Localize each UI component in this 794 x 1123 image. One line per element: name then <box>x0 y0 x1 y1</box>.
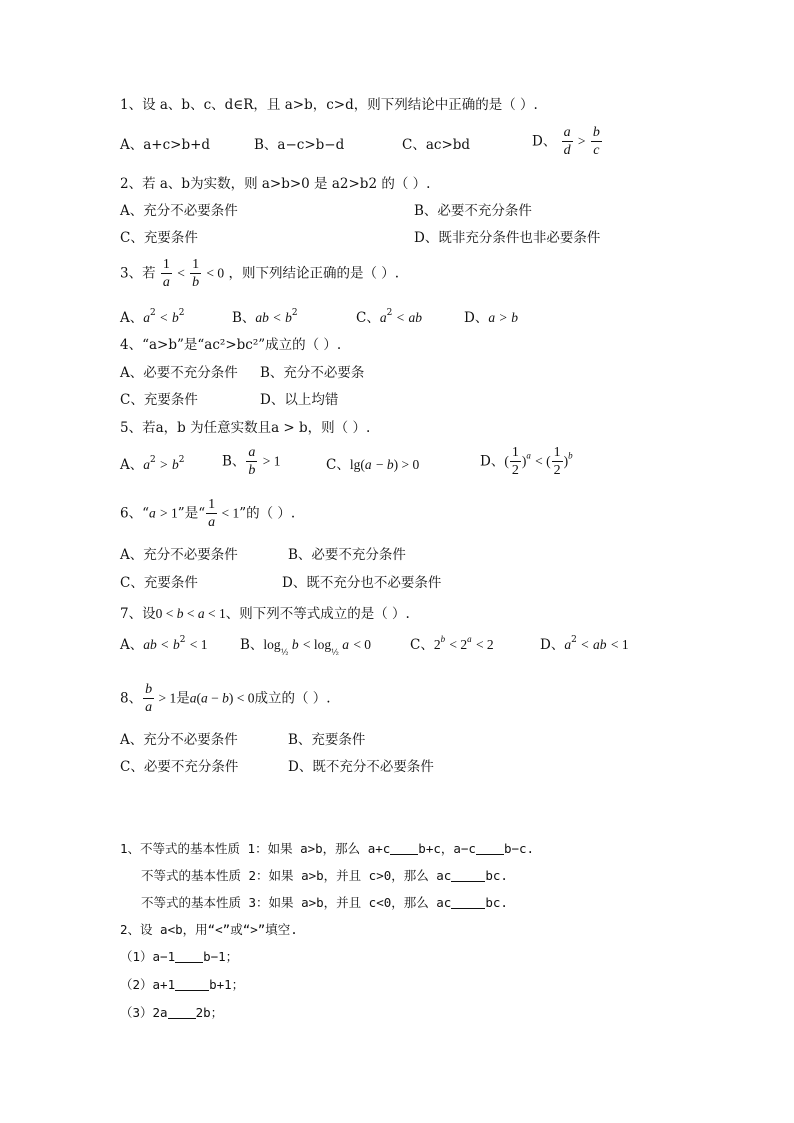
q2-stem: 2、若 a、b为实数，则 a>b>0 是 a2>b2 的（ ）. <box>120 176 431 192</box>
q3-prefix: 3、若 <box>120 265 156 282</box>
fraction-one-half: $\frac{1}{2}$ <box>511 445 519 478</box>
fraction-a-over-d: $\frac{a}{d}$ <box>563 125 571 158</box>
q7-option-c: C、$2^b < 2^a < 2$ <box>410 634 494 653</box>
q8-option-a: A、充分不必要条件 <box>120 732 238 748</box>
q1-option-d-label: D、 <box>532 133 557 150</box>
q7-option-d: D、$a^2$ < ab < 1 <box>540 635 629 653</box>
q1-option-b: B、a−c>b−d <box>254 137 345 153</box>
fill-blank[interactable] <box>168 1006 196 1019</box>
fraction-a-over-b: $\frac{a}{b}$ <box>248 445 256 478</box>
q3-suffix: ，则下列结论正确的是（ ）. <box>228 265 400 282</box>
q6-option-c: C、充要条件 <box>120 575 198 591</box>
property-1-line: 1、不等式的基本性质 1：如果 a>b，那么 a+c b+c，a−c b−c. <box>120 841 535 856</box>
fraction-1-over-a-2: $\frac{1}{a}$ <box>208 497 216 530</box>
q3-stem: 3、若 $\frac{1}{a}$ < $\frac{1}{b}$ < 0 ，则下列结论正确的是（ ）. <box>120 257 400 290</box>
exercise-2-item-1: （1）a−1 b−1； <box>120 949 239 964</box>
fraction-b-over-c: $\frac{b}{c}$ <box>592 125 600 158</box>
q5-option-c: C、lg(a − b) > 0 <box>326 457 420 473</box>
fill-blank[interactable] <box>390 842 418 855</box>
q1-option-c: C、ac>bd <box>402 137 471 153</box>
q4-option-d: D、以上均错 <box>260 392 339 408</box>
q1-option-d: D、 $\frac{a}{d}$ > $\frac{b}{c}$ <box>532 125 600 158</box>
q7-option-b: B、$\log_{\frac{1}{2}} b < \log_{\frac{1}{2}} a < 0$ <box>240 637 372 657</box>
fraction-1-over-b: $\frac{1}{b}$ <box>192 257 200 290</box>
q1-option-a: A、a+c>b+d <box>120 137 211 153</box>
q5-stem: 5、若a，b 为任意实数且a > b，则（ ）. <box>120 420 371 436</box>
q8-option-b: B、充要条件 <box>288 732 366 748</box>
fill-blank[interactable] <box>451 869 485 882</box>
fill-blank[interactable] <box>175 950 203 963</box>
fill-blank[interactable] <box>451 896 485 909</box>
q6-option-b: B、必要不充分条件 <box>288 547 406 563</box>
q3-option-c: C、$a^2$ < ab <box>356 308 423 326</box>
property-2-line: 不等式的基本性质 2：如果 a>b，并且 c>0，那么 ac bc. <box>141 868 508 883</box>
q2-option-a: A、充分不必要条件 <box>120 203 238 219</box>
q4-option-b: B、充分不必要条 <box>260 365 365 381</box>
property-3-line: 不等式的基本性质 3：如果 a>b，并且 c<0，那么 ac bc. <box>141 895 508 910</box>
exercise-2-item-2: （2）a+1 b+1； <box>120 977 245 992</box>
q3-option-b: B、ab < $b^2$ <box>232 308 298 326</box>
q6-option-d: D、既不充分也不必要条件 <box>282 575 442 591</box>
q8-option-d: D、既不充分不必要条件 <box>288 759 434 775</box>
fraction-1-over-a: $\frac{1}{a}$ <box>162 257 170 290</box>
q5-option-b: B、 $\frac{a}{b}$ > 1 <box>222 445 281 478</box>
fill-blank[interactable] <box>476 842 504 855</box>
q2-option-d: D、既非充分条件也非必要条件 <box>414 230 601 246</box>
q2-option-c: C、充要条件 <box>120 230 198 246</box>
q7-option-a: A、ab < $b^2 < 1$ <box>120 635 208 653</box>
q5-option-d: D、( $\frac{1}{2}$ )$^a$ < ( $\frac{1}{2}$ )$^b$ <box>480 445 573 478</box>
fraction-b-over-a: $\frac{b}{a}$ <box>145 682 153 715</box>
q8-option-c: C、必要不充分条件 <box>120 759 239 775</box>
exercise-2-stem: 2、设 a<b，用“<”或“>”填空. <box>120 922 298 937</box>
q3-option-a: A、$a^2 < b^2$ <box>120 308 185 326</box>
q6-stem: 6、“a > 1”是“ $\frac{1}{a}$ < 1”的（ ）. <box>120 497 296 530</box>
fraction-one-half-2: $\frac{1}{2}$ <box>553 445 561 478</box>
q5-option-a: A、$a^2 > b^2$ <box>120 455 185 473</box>
q4-option-c: C、充要条件 <box>120 392 198 408</box>
q7-stem: 7、设0 < b < a < 1、则下列不等式成立的是（ ）. <box>120 606 410 622</box>
fill-blank[interactable] <box>175 978 209 991</box>
q4-option-a: A、必要不充分条件 <box>120 365 238 381</box>
q2-option-b: B、必要不充分条件 <box>414 203 532 219</box>
q4-stem: 4、“a>b”是“ac²>bc²”成立的（ ）. <box>120 337 342 353</box>
exercise-2-item-3: （3）2a 2b； <box>120 1005 224 1020</box>
q1-stem: 1、设 a、b、c、d∈R，且 a>b，c>d，则下列结论中正确的是（ ）. <box>120 97 538 113</box>
q3-option-d: D、a > b <box>464 310 519 326</box>
q6-option-a: A、充分不必要条件 <box>120 547 238 563</box>
q8-stem: 8、 $\frac{b}{a}$ > 1是a(a − b) < 0成立的（ ）. <box>120 682 331 715</box>
